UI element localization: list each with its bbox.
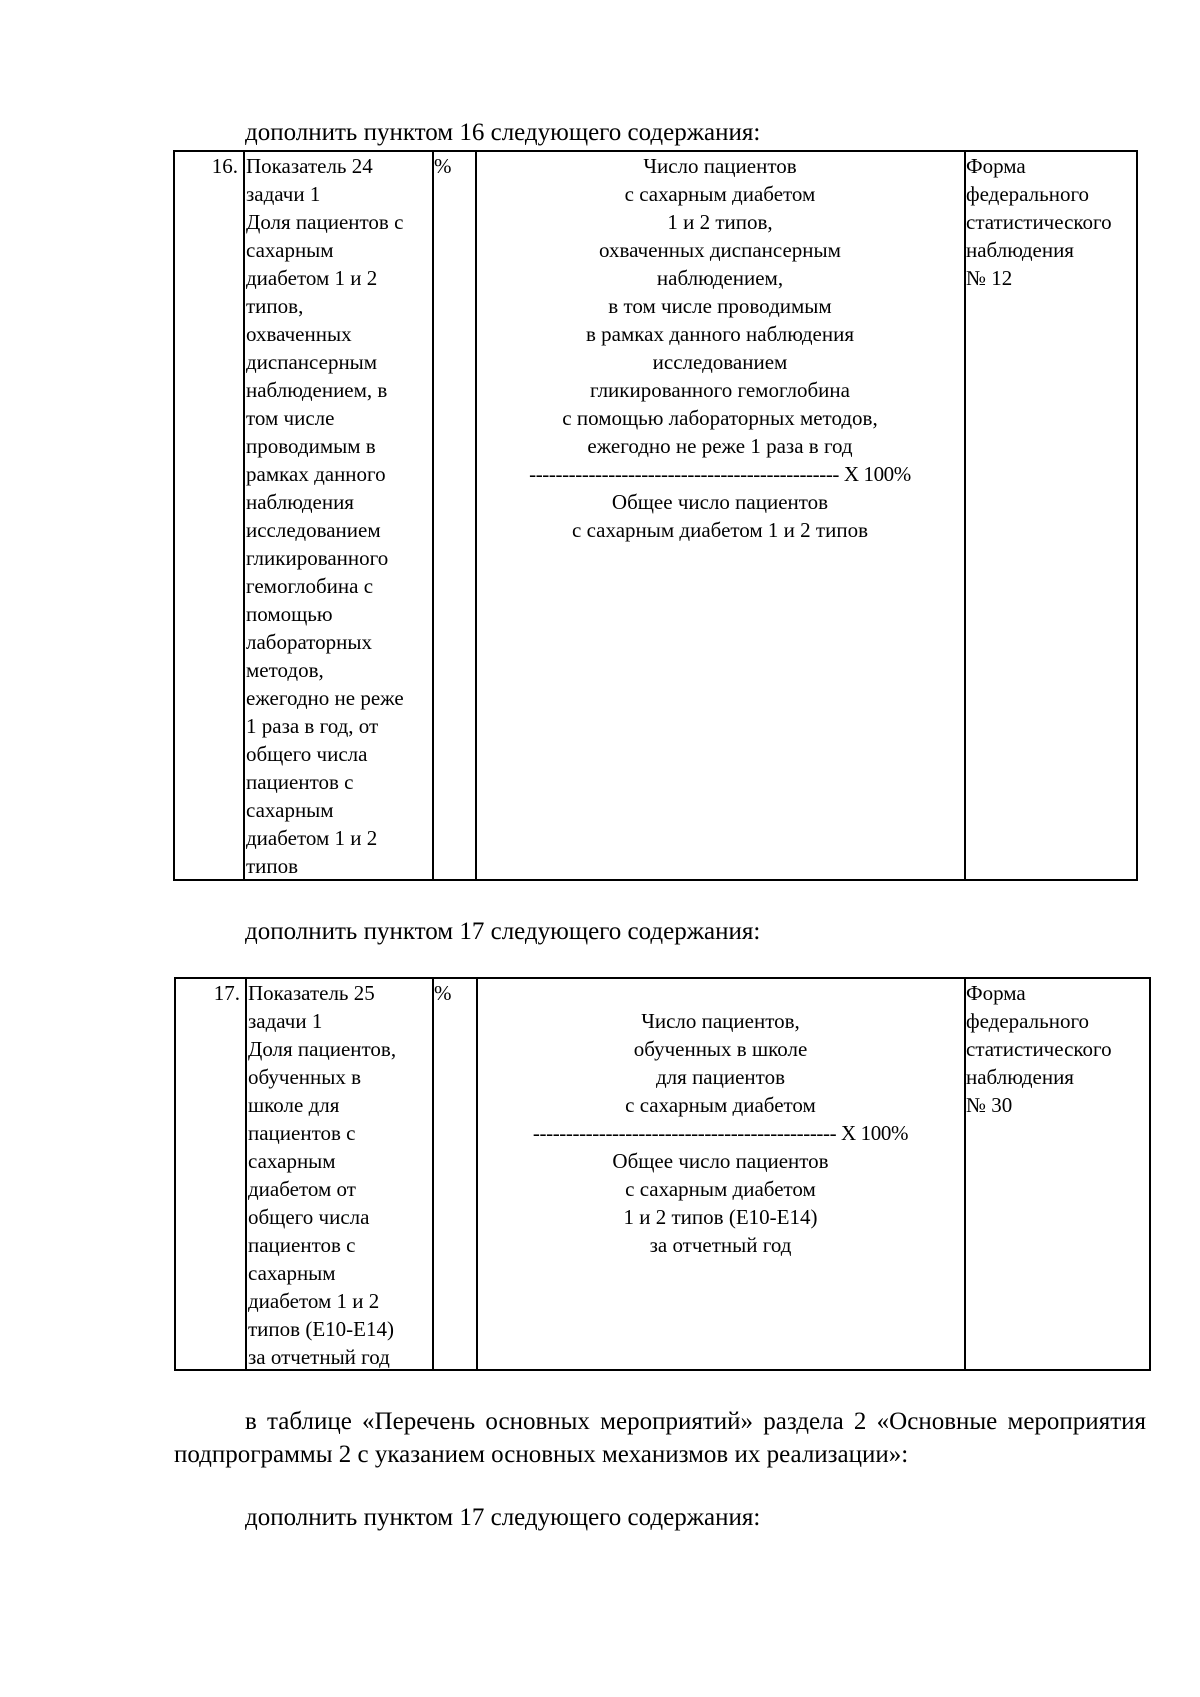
indicator-description: Показатель 25 задачи 1 Доля пациентов, обученных в школе для пациентов с сахарным диабетом от общего числа пациентов с сахарным диабетом 1 и 2 типов (Е10-Е14) за отчетный год	[248, 981, 397, 1369]
table-border	[1136, 150, 1138, 881]
formula-denominator: Общее число пациентов с сахарным диабетом 1 и 2 типов	[572, 490, 868, 542]
table-border	[243, 150, 245, 881]
intro-item-17-measures: дополнить пунктом 17 следующего содержания:	[245, 1504, 761, 1531]
intro-item-16: дополнить пунктом 16 следующего содержания:	[245, 119, 761, 146]
row-number: 16.	[211, 154, 238, 178]
table-border	[245, 977, 247, 1371]
indicator-description: Показатель 24 задачи 1 Доля пациентов с сахарным диабетом 1 и 2 типов, охваченных диспансерным наблюдением, в том числе проводимым в рамках данного наблюдения исследованием гликированного гемоглобина с помощью лабораторных методов, ежегодно не реже 1 раза в год, от общего числа пациентов с сахарным диабетом 1 и 2 типов	[246, 154, 404, 878]
data-source: Форма федерального статистического наблюдения № 30	[966, 981, 1112, 1117]
table-border	[174, 977, 176, 1371]
intro-item-17: дополнить пунктом 17 следующего содержания:	[245, 918, 761, 945]
paragraph-text: в таблице «Перечень основных мероприятий» раздела 2 «Основные мероприятия подпрограммы 2 с указанием основных механизмов их реализации»:	[174, 1408, 1146, 1468]
table-border	[173, 150, 175, 881]
formula-fraction-line: ---------------------------------------------- X 100%	[532, 1121, 909, 1145]
formula-fraction-line: ----------------------------------------------- X 100%	[529, 462, 911, 486]
table-border	[1149, 977, 1151, 1371]
table-border	[432, 977, 434, 1371]
formula-numerator: Число пациентов с сахарным диабетом 1 и 2 типов, охваченных диспансерным наблюдением, в том числе проводимым в рамках данного наблюдения исследованием гликированного гемоглобина с помощью лабораторных методов, ежегодно не реже 1 раза в год	[562, 154, 878, 458]
formula-numerator: Число пациентов, обученных в школе для пациентов с сахарным диабетом	[625, 1009, 816, 1117]
row-number: 17.	[213, 981, 240, 1005]
data-source: Форма федерального статистического наблюдения № 12	[966, 154, 1112, 290]
formula	[477, 152, 963, 544]
table-border	[432, 150, 434, 881]
unit-percent: %	[434, 981, 452, 1005]
unit-percent: %	[434, 154, 452, 178]
formula	[478, 1007, 963, 1259]
formula-denominator: Общее число пациентов с сахарным диабетом 1 и 2 типов (Е10-Е14) за отчетный год	[612, 1149, 829, 1257]
body-paragraph	[174, 1405, 1146, 1471]
